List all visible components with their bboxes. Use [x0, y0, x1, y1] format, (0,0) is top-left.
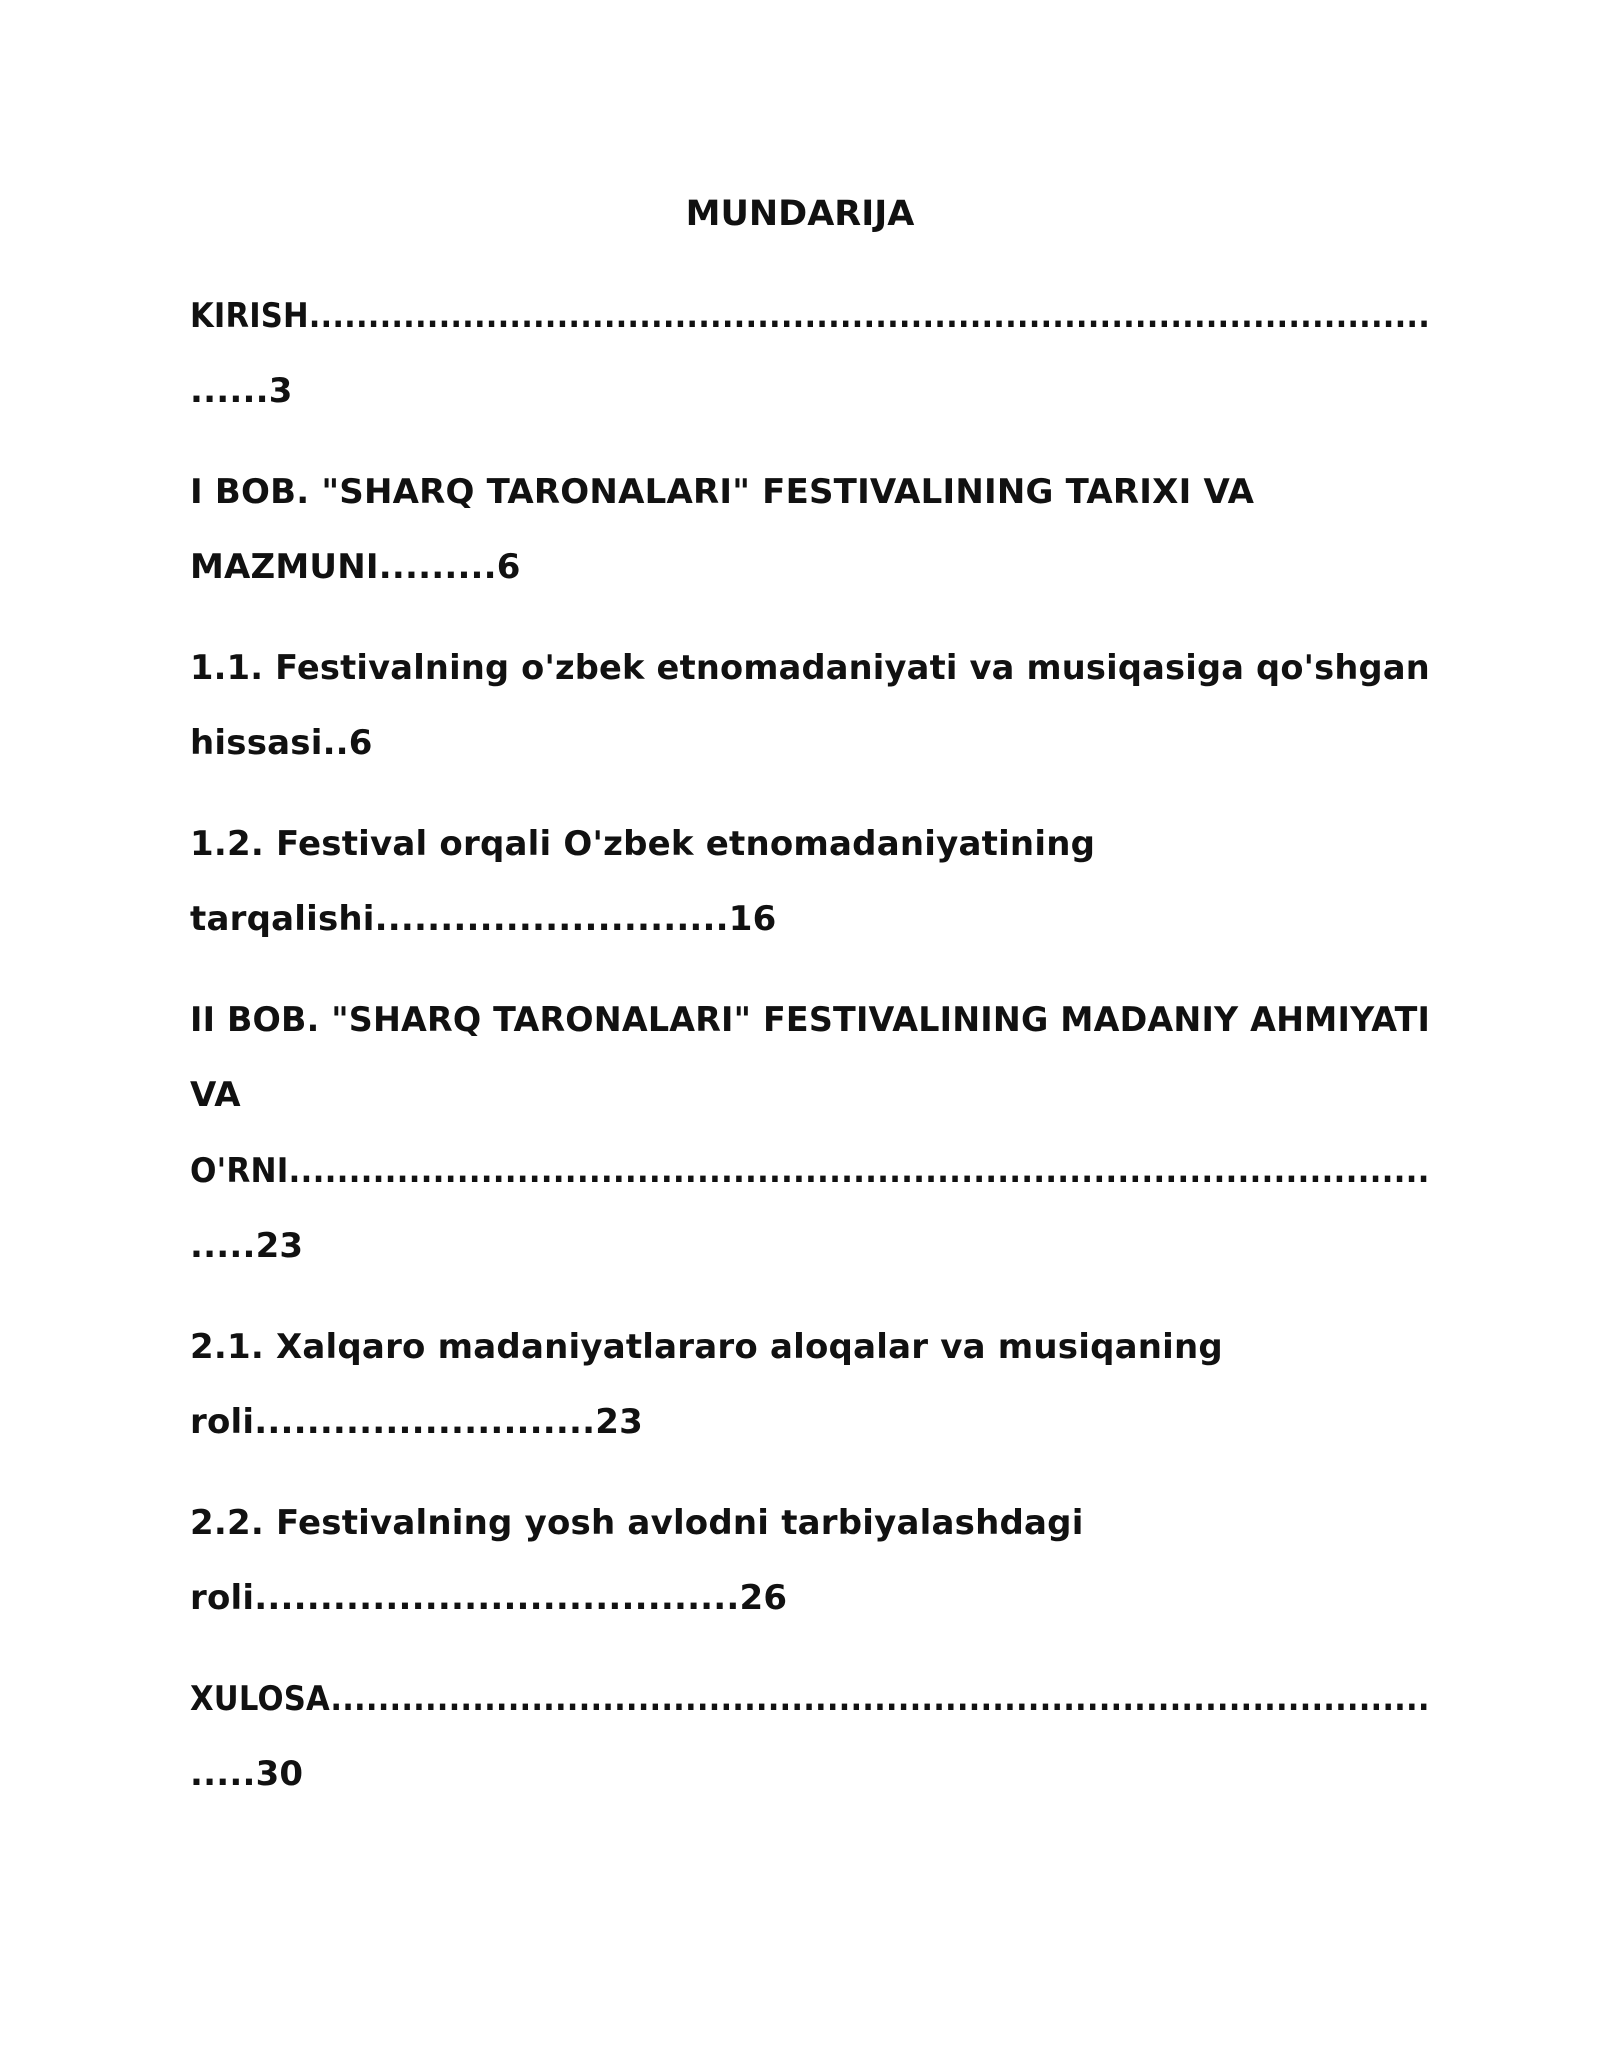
toc-line-chapter-2-page: .....23: [190, 1226, 304, 1266]
toc-line-kirish-page: ......3: [190, 371, 293, 411]
toc-line-section-2-1: 2.1. Xalqaro madaniyatlararo aloqalar va musiqaning: [190, 1327, 1223, 1367]
toc-line-section-1-1-cont: hissasi..6: [190, 723, 373, 763]
toc-line-xulosa-page: .....30: [190, 1754, 304, 1794]
page-title: MUNDARIJA: [685, 194, 915, 234]
toc-line-section-2-2: 2.2. Festivalning yosh avlodni tarbiyalashdagi: [190, 1503, 1084, 1543]
toc-line-section-2-1-cont: roli..........................23: [190, 1402, 643, 1442]
toc-line-section-2-2-cont: roli.....................................26: [190, 1578, 788, 1618]
toc-line-section-1-2: 1.2. Festival orqali O'zbek etnomadaniyatining: [190, 824, 1096, 864]
toc-line-chapter-2-orni: O'RNI...............................................................................................: [190, 1151, 1430, 1191]
toc-line-section-1-1: 1.1. Festivalning o'zbek etnomadaniyati va musiqasiga qo'shgan: [190, 648, 1430, 688]
toc-line-kirish: KIRISH...............................................................................................: [190, 296, 1430, 336]
toc-line-chapter-1: I BOB. "SHARQ TARONALARI" FESTIVALINING TARIXI VA: [190, 472, 1255, 512]
toc-line-chapter-1-cont: MAZMUNI.........6: [190, 547, 521, 587]
toc-line-section-1-2-cont: tarqalishi...........................16: [190, 899, 777, 939]
toc-line-xulosa: XULOSA.............................................................................................: [190, 1679, 1430, 1719]
toc-line-chapter-2-cont: VA: [190, 1075, 241, 1115]
toc-line-chapter-2: II BOB. "SHARQ TARONALARI" FESTIVALINING MADANIY AHMIYATI: [190, 1000, 1431, 1040]
